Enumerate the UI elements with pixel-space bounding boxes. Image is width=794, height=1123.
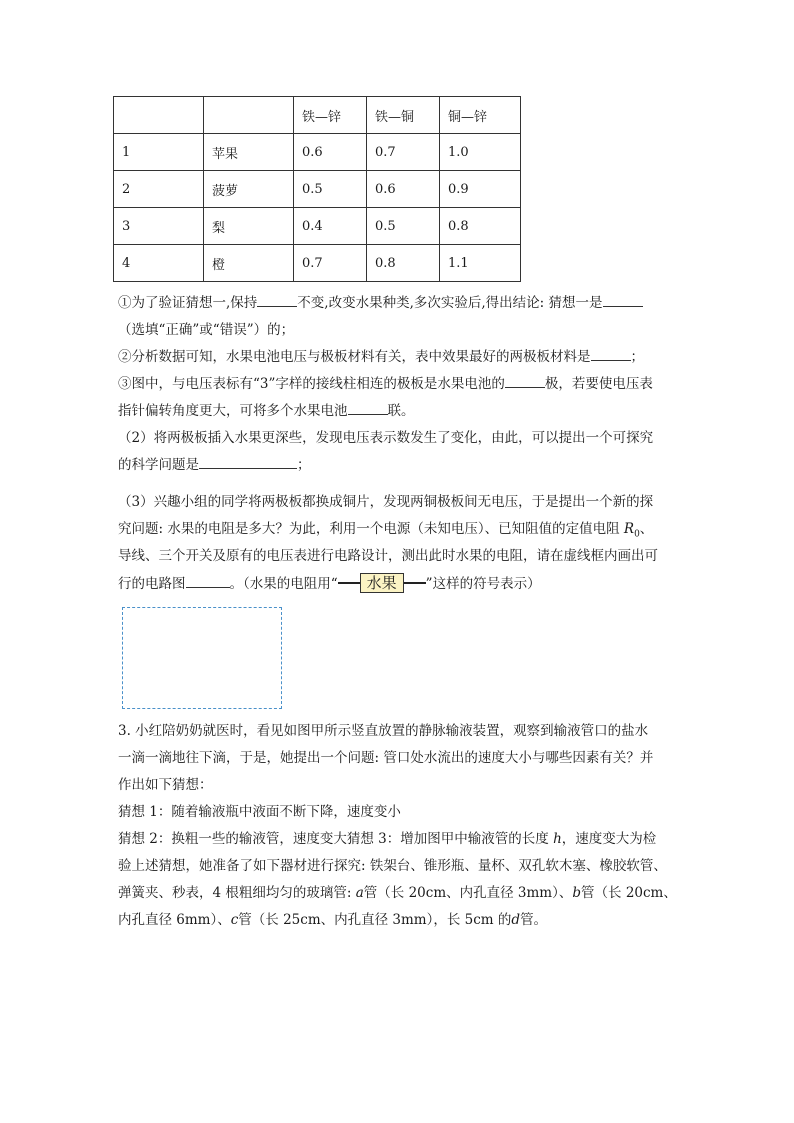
circuit-drawing-area[interactable]: [122, 607, 282, 709]
answer-blank: [348, 399, 388, 415]
text-span: ①为了验证猜想一,保持: [118, 295, 258, 311]
table-cell: 0.4: [294, 208, 367, 245]
text-span: 管。: [520, 912, 548, 928]
table-cell: 0.6: [294, 134, 367, 171]
problem-3-line-2: [118, 745, 678, 772]
table-row: [114, 134, 521, 171]
text-span: 管（长 20cm、: [581, 885, 677, 901]
wire-right: [404, 582, 426, 584]
variable-b: b: [572, 885, 582, 901]
table-header-cell: 铁—铜: [367, 97, 440, 134]
text-span: 指针偏转角度更大，可将多个水果电池: [118, 403, 348, 419]
table-cell: 1.1: [440, 245, 521, 282]
table-cell: 0.6: [367, 171, 440, 208]
fruit-battery-voltage-table: [113, 96, 521, 282]
wire-left: [338, 582, 360, 584]
question-3-line-1: [118, 489, 678, 516]
question-1-line-1: [118, 290, 678, 317]
table-cell: 菠萝: [204, 171, 294, 208]
text-span: 的科学问题是: [118, 457, 199, 473]
text-span: 内孔直径 6mm）、: [118, 912, 231, 928]
table-cell: 4: [114, 245, 204, 282]
resistor-symbol-r: R: [623, 521, 635, 537]
problem-3-line-5: [118, 826, 678, 853]
table-cell: 0.7: [367, 134, 440, 171]
problem-3-line-1: [118, 718, 678, 745]
answer-blank: [603, 291, 643, 307]
table-cell: 0.7: [294, 245, 367, 282]
fruit-resistor-symbol: [338, 569, 426, 596]
table-cell: 1: [114, 134, 204, 171]
table-cell: 橙: [204, 245, 294, 282]
answer-blank: [186, 572, 230, 588]
table-cell: 1.0: [440, 134, 521, 171]
text-span: 极，若要使电压表: [544, 376, 653, 392]
question-2-line-1: [118, 425, 678, 452]
table-header-cell: 铜—锌: [440, 97, 521, 134]
table-row: [114, 208, 521, 245]
variable-h: h: [553, 831, 562, 847]
problem-3-line-8: [118, 907, 678, 934]
text-span: ”这样的符号表示）: [425, 576, 541, 592]
answer-blank: [505, 372, 545, 388]
answer-blank: [199, 453, 297, 469]
text-span: 不变,改变水果种类,多次实验后,得出结论: 猜想一是: [297, 295, 603, 311]
text-span: 猜想 2：换粗一些的输液管，速度变大猜想 3：增加图甲中输液管的长度: [118, 831, 549, 847]
table-cell: 苹果: [204, 134, 294, 171]
text-span: 导线、三个开关及原有的电压表进行电路设计，测出此时水果的电阻，请在虚线框内画出可: [118, 548, 658, 564]
table-cell: 3: [114, 208, 204, 245]
text-span: 一滴一滴地往下滴，于是，她提出一个问题: 管口处水流出的速度大小与哪些因素有关？并: [118, 750, 654, 766]
text-span: 作出如下猜想：: [118, 777, 213, 793]
text-span: ；: [297, 457, 311, 473]
text-span: ③图中，与电压表标有“3”字样的接线柱相连的极板是水果电池的: [118, 376, 505, 392]
question-1-line-4: [118, 371, 678, 398]
question-1-line-5: [118, 398, 678, 425]
variable-a: a: [355, 885, 364, 901]
answer-blank: [257, 291, 297, 307]
text-span: 究问题: 水果的电阻是多大？为此，利用一个电源（未知电压）、已知阻值的定值电阻: [118, 521, 620, 537]
table-header-cell: [114, 97, 204, 134]
table-header-cell: [204, 97, 294, 134]
text-span: 验上述猜想，她准备了如下器材进行探究: 铁架台、锥形瓶、量杯、双孔软木塞、橡胶软管、: [118, 858, 667, 874]
text-span: （2）将两极板插入水果更深些，发现电压表示数发生了变化，由此，可以提出一个可探究: [118, 430, 654, 446]
table-row: [114, 245, 521, 282]
text-span: 、: [639, 521, 654, 537]
table-header-cell: 铁—锌: [294, 97, 367, 134]
problem-3-line-3: [118, 772, 678, 799]
problem-3-line-4: [118, 799, 678, 826]
text-span: ②分析数据可知，水果电池电压与极板材料有关，表中效果最好的两极板材料是: [118, 349, 591, 365]
question-2-line-2: [118, 452, 678, 479]
text-span: 3. 小红陪奶奶就医时，看见如图甲所示竖直放置的静脉输液装置，观察到输液管口的盐水: [118, 723, 649, 739]
text-span: ；: [630, 349, 644, 365]
text-span: 管（长 20cm、内孔直径 3mm）、: [363, 885, 573, 901]
fruit-resistor-box: 水果: [360, 573, 404, 593]
text-span: 弹簧夹、秒表，4 根粗细均匀的玻璃管:: [118, 885, 356, 901]
table-cell: 0.5: [294, 171, 367, 208]
table-row: [114, 171, 521, 208]
table-cell: 2: [114, 171, 204, 208]
text-span: 猜想 1：随着输液瓶中液面不断下降，速度变小: [118, 804, 401, 820]
table-cell: 0.5: [367, 208, 440, 245]
question-1-line-3: [118, 344, 678, 371]
question-3-line-4: [118, 571, 678, 598]
variable-d: d: [511, 912, 521, 928]
table-cell: 0.8: [367, 245, 440, 282]
question-1-line-2: [118, 317, 678, 344]
text-span: 联。: [387, 403, 415, 419]
table-cell: 梨: [204, 208, 294, 245]
variable-c: c: [230, 912, 239, 928]
text-span: 。（水果的电阻用“: [229, 576, 338, 592]
text-span: （选填“正确”或“错误”）的；: [118, 322, 295, 338]
text-span: （3）兴趣小组的同学将两极板都换成铜片，发现两铜极板间无电压，于是提出一个新的探: [118, 494, 654, 510]
text-span: ，速度变大为检: [561, 831, 657, 847]
table-header-row: [114, 97, 521, 134]
text-span: 行的电路图: [118, 576, 186, 592]
problem-3-line-7: [118, 880, 678, 907]
resistor-subscript: 0: [634, 529, 640, 540]
problem-3-line-6: [118, 853, 678, 880]
table-cell: 0.8: [440, 208, 521, 245]
question-3-line-3: [118, 543, 678, 570]
text-span: 管（长 25cm、内孔直径 3mm），长 5cm 的: [238, 912, 512, 928]
table-cell: 0.9: [440, 171, 521, 208]
answer-blank: [591, 345, 631, 361]
